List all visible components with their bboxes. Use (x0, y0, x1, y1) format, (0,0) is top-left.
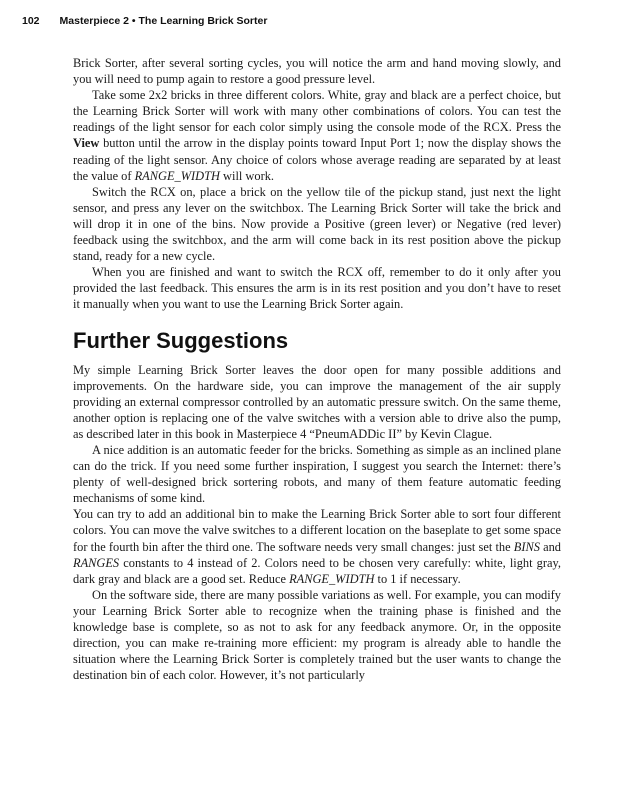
text-run: will work. (219, 168, 274, 183)
range-width-constant: RANGE_WIDTH (134, 168, 220, 183)
paragraph-software-variations: On the software side, there are many possible variations as well. For example, you can modify your Learning Brick Sorter able to recognize when the training phase is finished and the knowledge base is complete, so as not to ask for any feedback anymore. Or, in the opposite direction, you can make re-training more efficient: my program is already able to handle the situation where the Learning Brick Sorter is completely trained but the user wants to change the destination bin of each color. However, it’s not particularly (73, 587, 561, 683)
text-run: and (539, 539, 561, 554)
paragraph-switch-on: Switch the RCX on, place a brick on the yellow tile of the pickup stand, just next the light sensor, and press any lever on the switchbox. The Learning Brick Sorter will take the brick and will drop it in one of the bins. Now provide a Positive (green lever) or Negative (red lever) feedback using the switchbox, and the arm will come back in its rest position above the pickup stand, ready for a new cycle. (73, 184, 561, 264)
paragraph-improvements: My simple Learning Brick Sorter leaves the door open for many possible additions and improvements. On the hardware side, you can improve the management of the air supply providing an external compressor controlled by an automatic pressure switch. On the same theme, another option is replacing one of the valve switches with a version able to drive also the pump, as described later in this book in Masterpiece 4 “PneumADDic II” by Kevin Clague. (73, 362, 561, 441)
ranges-constant: RANGES (73, 555, 120, 570)
paragraph-switch-off: When you are finished and want to switch the RCX off, remember to do it only after you provided the last feedback. This ensures the arm is in its rest position and you don’t have to reset it manually when you want to use the Learning Brick Sorter again. (73, 265, 561, 312)
page-number: 102 (22, 15, 40, 27)
running-head (22, 15, 267, 27)
text-run: to 1 if necessary. (374, 571, 461, 586)
section-heading: Further Suggestions (73, 327, 289, 353)
body-text (73, 55, 561, 683)
chapter-title: Masterpiece 2 • The Learning Brick Sorter (59, 15, 268, 27)
paragraph-fourth-bin (73, 506, 561, 586)
text-run: constants to 4 instead of 2. Colors need to be chosen very carefully: white, light gray, dark gray and black are a good set. Reduce (73, 555, 561, 586)
range-width-constant: RANGE_WIDTH (289, 571, 375, 586)
bins-constant: BINS (513, 539, 540, 554)
view-button-term: View (73, 136, 100, 151)
text-run: You can try to add an additional bin to make the Learning Brick Sorter able to sort four different colors. You can move the valve switches to a different location on the baseplate to get some space for the fourth bin after the third one. The software needs very small changes: just set the (73, 507, 561, 554)
paragraph-feeder: A nice addition is an automatic feeder for the bricks. Something as simple as an inclined plane can do the trick. If you need some further inspiration, I suggest you search the Internet: there’s plenty of well-designed brick sortering robots, and many of them feature automatic feeding mechanisms of some kind. (73, 442, 561, 506)
text-run: button until the arrow in the display points toward Input Port 1; now the display shows the reading of the light sensor. Any choice of colors whose average reading are separated by at least the value of (73, 136, 561, 183)
paragraph-continued: Brick Sorter, after several sorting cycles, you will notice the arm and hand moving slowly, and you will need to pump again to restore a good pressure level. (73, 56, 561, 87)
text-run: Take some 2x2 bricks in three different colors. White, gray and black are a perfect choice, but the Learning Brick Sorter will work with many other combinations of colors. You can test the readings of the light sensor for each color simply using the console mode of the RCX. Press the (73, 88, 561, 135)
paragraph-test-colors (73, 87, 561, 184)
